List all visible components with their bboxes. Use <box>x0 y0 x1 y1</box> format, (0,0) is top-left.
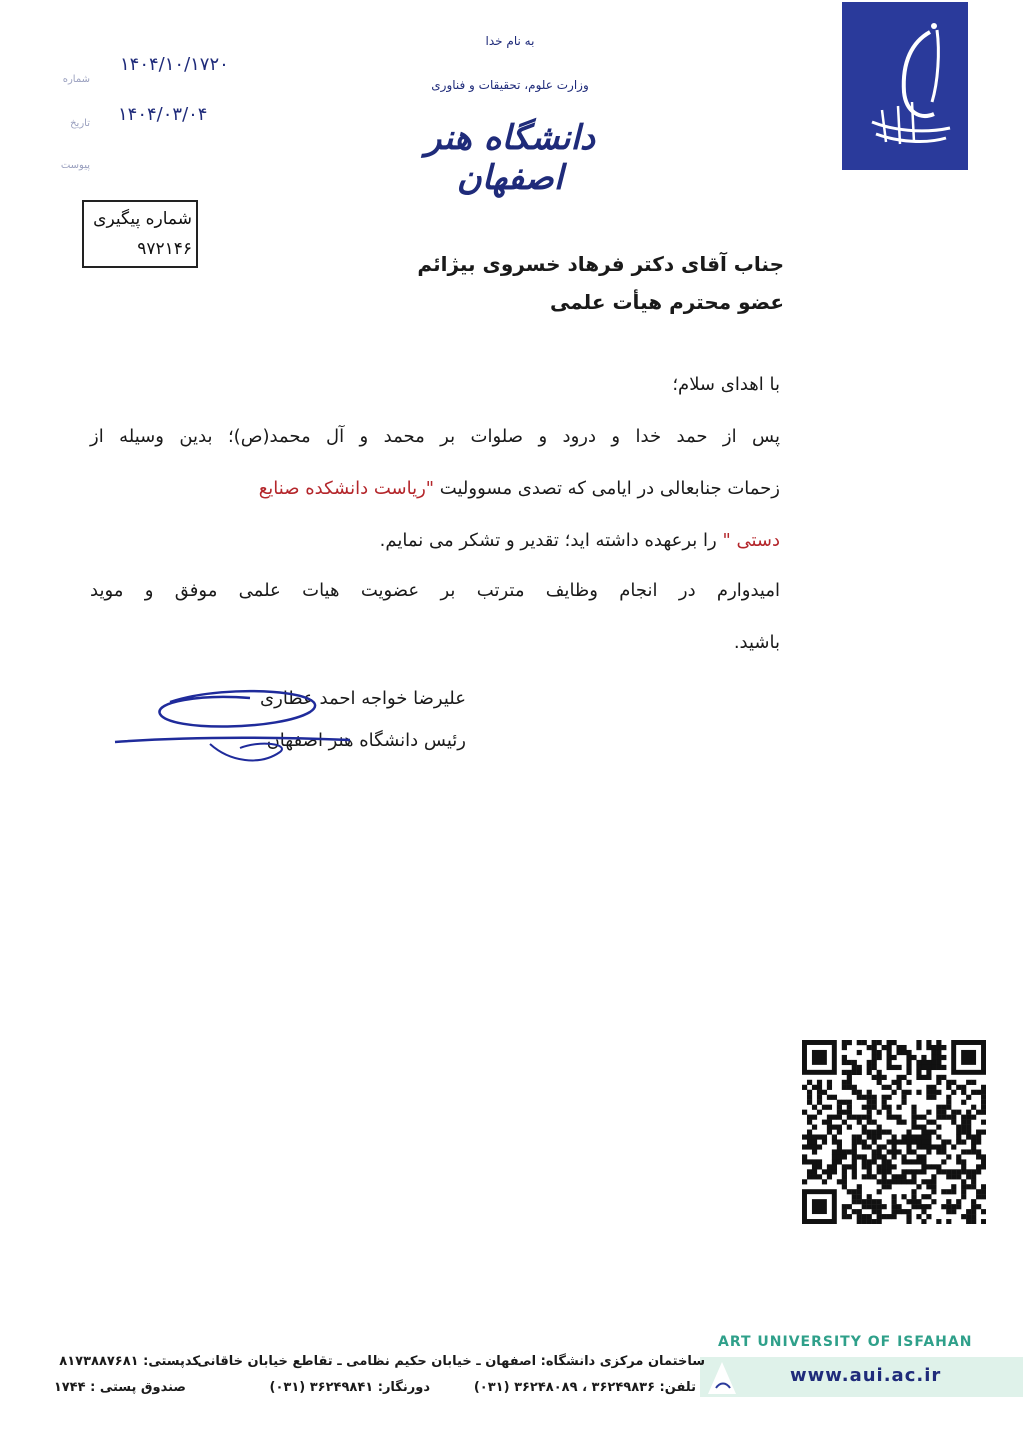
letter-date: ۱۴۰۴/۰۳/۰۴ <box>118 104 208 125</box>
letter-number: ۱۴۰۴/۱۰/۱۷۲۰ <box>120 54 229 75</box>
qr-code-icon <box>802 1040 986 1224</box>
body-line-4: امیدوارم در انجام وظایف مترتب بر عضویت هیات علمی موفق و موید <box>90 580 780 601</box>
footer-brand: ART UNIVERSITY OF ISFAHAN <box>718 1334 973 1350</box>
body-line-1: پس از حمد خدا و درود و صلوات بر محمد و آل محمد(ص)؛ بدین وسیله از <box>90 426 780 447</box>
date-label: تاریخ <box>70 118 90 129</box>
tracking-label: شماره پیگیری <box>93 209 192 229</box>
recipient-name: جناب آقای دکتر فرهاد خسروی بیژائم <box>417 252 784 276</box>
recipient-title: عضو محترم هیأت علمی <box>550 290 784 314</box>
footer-fax: دورنگار: ۳۶۲۴۹۸۴۱ (۰۳۱) <box>269 1380 430 1395</box>
university-name: دانشگاه هنر اصفهان <box>424 118 596 198</box>
body-line-2 <box>90 474 780 504</box>
body-line-3-highlight: دستی " <box>722 530 780 551</box>
calligraphy-logo-icon <box>842 2 968 170</box>
tracking-box <box>82 200 198 268</box>
footer-po-box: صندوق پستی : ۱۷۴۴ <box>53 1380 186 1395</box>
body-line-3-text: را برعهده داشته اید؛ تقدیر و تشکر می نمایم. <box>379 530 723 551</box>
body-line-5: باشید. <box>733 632 780 653</box>
footer-logo-icon <box>704 1360 740 1396</box>
body-line-2-highlight: "ریاست دانشکده صنایع <box>258 478 435 499</box>
university-logo <box>842 2 968 170</box>
body-line-3 <box>90 526 780 556</box>
body-line-2-text: زحمات جنابعالی در ایامی که تصدی مسوولیت <box>434 478 780 499</box>
footer-phone: تلفن: ۳۶۲۴۹۸۳۶ ، ۳۶۲۴۸۰۸۹ (۰۳۱) <box>473 1380 696 1395</box>
footer-postal-code: کدپستی: ۸۱۷۳۸۸۷۶۸۱ <box>59 1354 200 1369</box>
tracking-number: ۹۷۲۱۴۶ <box>137 239 192 259</box>
signer-title: رئیس دانشگاه هنر اصفهان <box>266 730 466 751</box>
attachment-label: پیوست <box>60 160 90 171</box>
footer-address: ساختمان مرکزی دانشگاه: اصفهان ـ خیابان حکیم نظامی ـ تقاطع خیابان خاقانی <box>197 1354 705 1369</box>
footer-website: www.aui.ac.ir <box>790 1365 942 1386</box>
basmala: به نام خدا <box>485 34 535 48</box>
number-label: شماره <box>62 74 90 85</box>
greeting: با اهدای سلام؛ <box>672 374 780 395</box>
signature-icon <box>110 682 360 772</box>
signer-name: علیرضا خواجه احمد عطاری <box>260 688 466 709</box>
ministry-name: وزارت علوم، تحقیقات و فناوری <box>431 78 589 92</box>
